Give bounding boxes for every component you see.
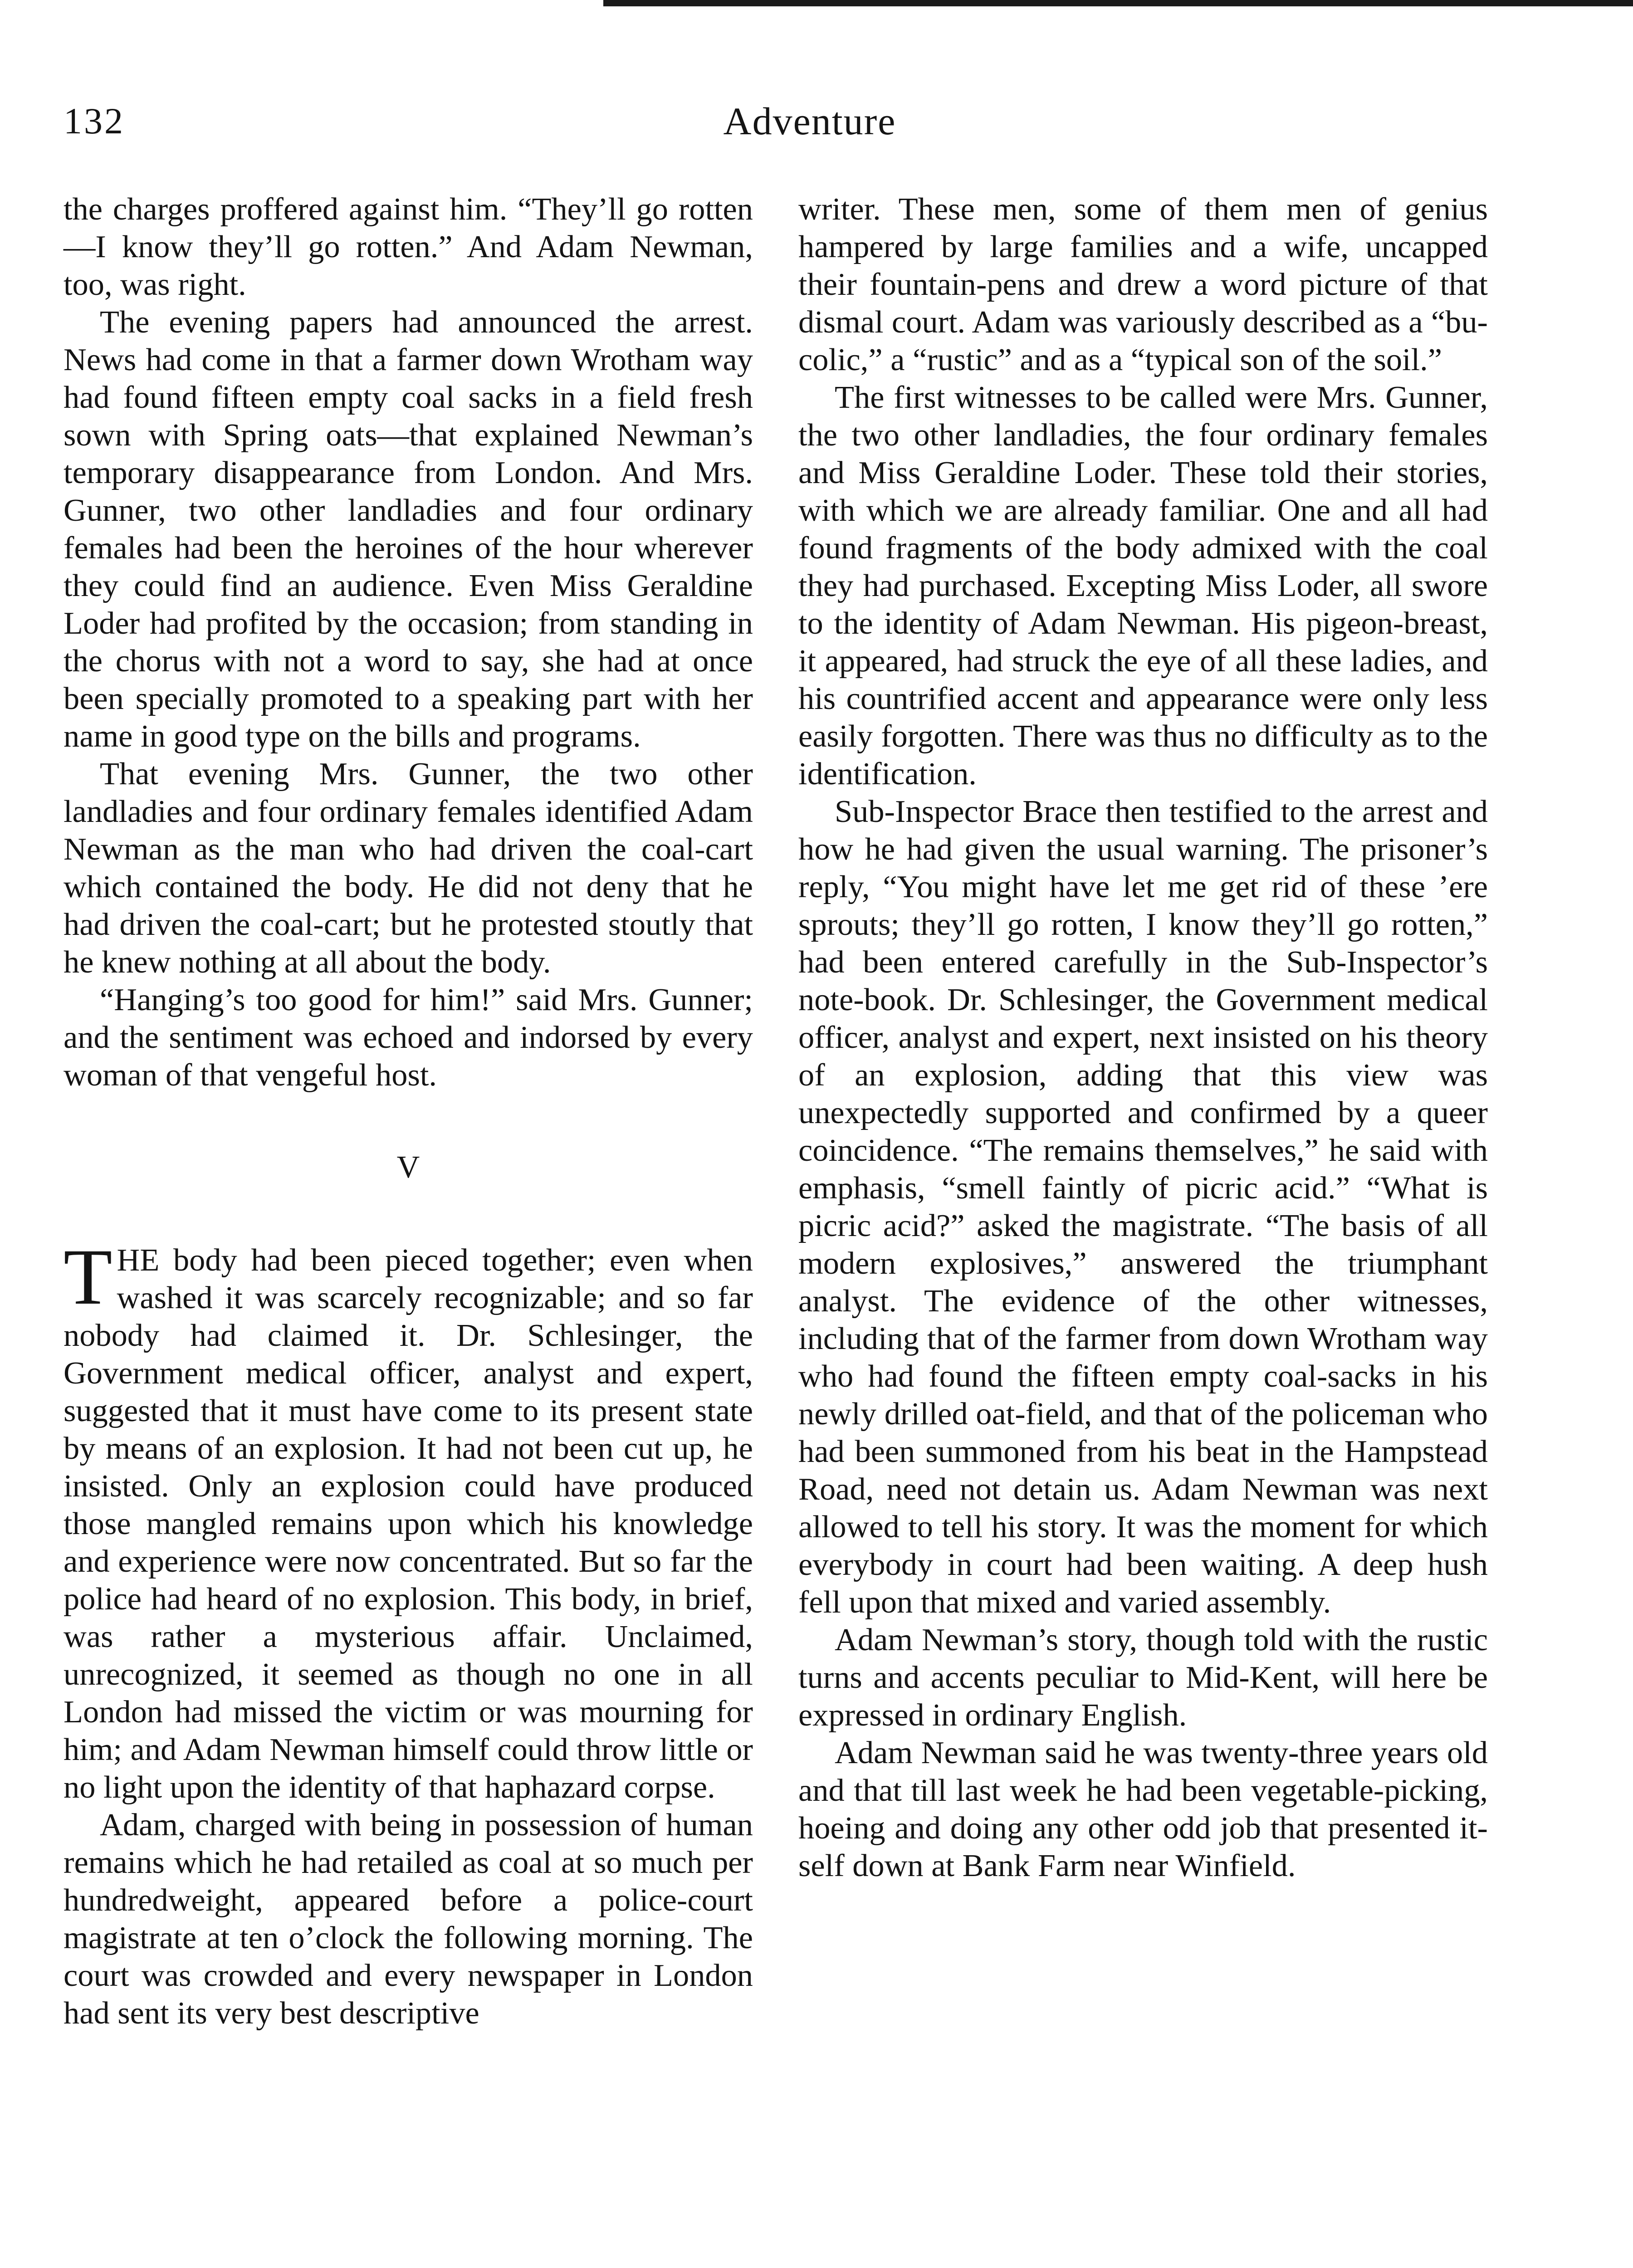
running-title: Adventure (723, 99, 896, 143)
paragraph-text: HE body had been pieced together; even when washed it was scarcely recognizable; and so far nobody had claimed it. Dr. Schlesinger, the Government medical officer, analyst and expert, suggested that it must have come to its present state by means of an explosion. It had not been cut up, he insisted. Only an explosion could have produced those mangled remains upon which his knowledge and experience were now concentrated. But so far the police had heard of no explosion. This body, in brief, was rather a mysterious affair. Unclaimed, unrecognized, it seemed as though no one in all London had missed the victim or was mourning for him; and Adam Newman himself could throw little or no light upon the identity of that haphazard corpse. (64, 1242, 753, 1805)
drop-cap: T (64, 1233, 112, 1321)
paragraph: “Hanging’s too good for him!” said Mrs. Gunner; and the sentiment was echoed and indorsed by every woman of that vengeful host. (64, 982, 753, 1093)
right-column (798, 191, 1488, 1885)
section-heading: V (396, 1150, 420, 1185)
paragraph: The evening papers had announced the arrest. News had come in that a farmer down Wrotham way had found fifteen empty coal sacks in a field fresh sown with Spring oats—that explained Newman’s temporary disappearance from London. And Mrs. Gunner, two other landladies and four ordinary females had been the heroines of the hour wherever they could find an audience. Even Miss Geraldine Loder had profited by the occasion; from standing in the chorus with not a word to say, she had at once been specially promoted to a speaking part with her name in good type on the bills and programs. (64, 304, 753, 754)
page-number: 132 (64, 100, 125, 142)
paragraph: writer. These men, some of them men of genius hampered by large families and a wife, uncapped their fountain-pens and drew a word picture of that dismal court. Adam was variously described as a “bucolic,” a “rustic” and as a “typical son of the soil.” (798, 191, 1488, 377)
paragraph: The first witnesses to be called were Mrs. Gunner, the two other landladies, the four ordinary females and Miss Geraldine Loder. These told their stories, with which we are already familiar. One and all had found fragments of the body admixed with the coal they had purchased. Excepting Miss Loder, all swore to the identity of Adam Newman. His pigeon-breast, it appeared, had struck the eye of all these ladies, and his countrified accent and appearance were only less easily forgotten. There was thus no difficulty as to the identification. (798, 380, 1488, 792)
section-opening-paragraph (64, 1233, 753, 1806)
paragraph: That evening Mrs. Gunner, the two other landladies and four ordinary females identified Adam Newman as the man who had driven the coal-cart which contained the body. He did not deny that he had driven the coal-cart; but he protested stoutly that he knew nothing at all about the body. (64, 756, 753, 980)
page-header (64, 96, 1556, 151)
paragraph: the charges proffered against him. “They’ll go rotten—I know they’ll go rotten.” And Adam Newman, too, was right. (64, 191, 753, 302)
paragraph: Adam Newman’s story, though told with the rustic turns and accents peculiar to Mid-Kent, will here be expressed in ordinary English. (798, 1622, 1488, 1733)
paragraph: Adam Newman said he was twenty-three years old and that till last week he had been vegetable-picking, hoeing and doing any other odd job that presented itself down at Bank Farm near Winfield. (798, 1735, 1488, 1883)
paragraph: Sub-Inspector Brace then testified to the arrest and how he had given the usual warning. The prisoner’s reply, “You might have let me get rid of these ’ere sprouts; they’ll go rotten, I know they’ll go rotten,” had been entered carefully in the Sub-Inspector’s note-book. Dr. Schlesinger, the Government medical officer, analyst and expert, next insisted on his theory of an explosion, adding that this view was unexpectedly supported and confirmed by a queer coincidence. “The remains themselves,” he said with emphasis, “smell faintly of picric acid.” “What is picric acid?” asked the magistrate. “The basis of all modern explosives,” answered the triumphant analyst. The evidence of the other witnesses, including that of the farmer from down Wrotham way who had found the fifteen empty coal-sacks in his newly drilled oat-field, and that of the policeman who had been summoned from his beat in the Hampstead Road, need not detain us. Adam Newman was next allowed to tell his story. It was the moment for which everybody in court had been waiting. A deep hush fell upon that mixed and varied assembly. (798, 794, 1488, 1620)
left-column (64, 191, 753, 2032)
top-rule (603, 0, 1633, 6)
paragraph: Adam, charged with being in possession of human remains which he had retailed as coal at so much per hundredweight, appeared before a police-court magistrate at ten o’clock the following morning. The court was crowded and every newspaper in London had sent its very best descriptive (64, 1807, 753, 2031)
